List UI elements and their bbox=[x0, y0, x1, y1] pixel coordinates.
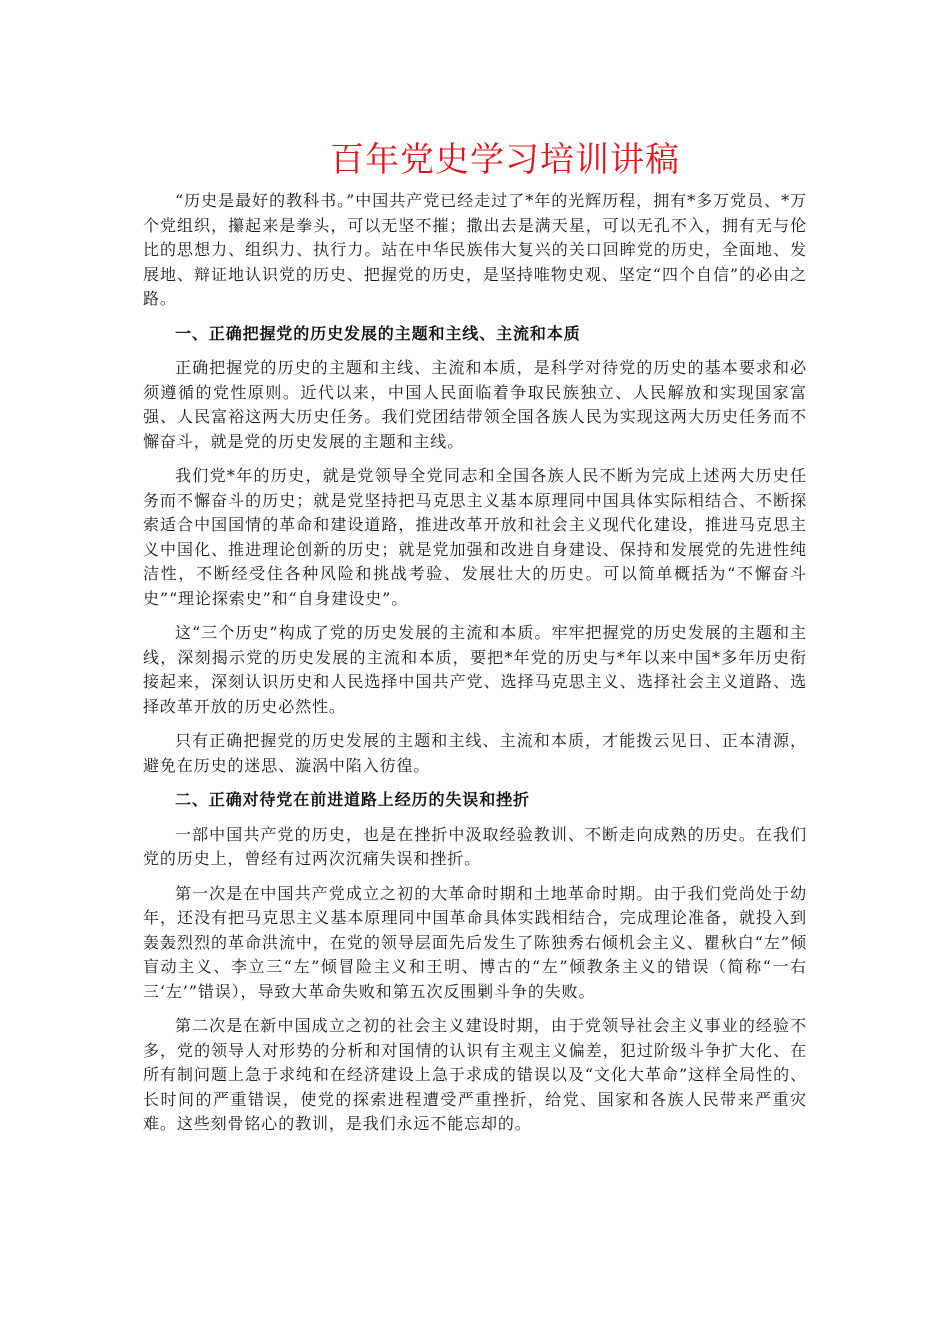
section-heading-2: 二、正确对待党在前进道路上经历的失误和挫折 bbox=[175, 790, 530, 809]
intro-paragraph: “历史是最好的教科书。”中国共产党已经走过了*年的光辉历程，拥有*多万党员、*万个党组织，攥起来是拳头，可以无坚不摧；撒出去是满天星，可以无孔不入，拥有无与伦比的思想力、组织力、执行力。站在中华民族伟大复兴的关口回眸党的历史，全面地、发展地、辩证地认识党的历史、把握党的历史，是坚持唯物史观、坚定“四个自信”的必由之路。 bbox=[143, 191, 807, 308]
body-paragraph: 只有正确把握党的历史发展的主题和主线、主流和本质，才能拨云见日、正本清源，避免在历史的迷思、漩涡中陷入彷徨。 bbox=[143, 731, 807, 775]
body-paragraph: 这“三个历史”构成了党的历史发展的主流和本质。牢牢把握党的历史发展的主题和主线，深刻揭示党的历史发展的主流和本质，要把*年党的历史与*年以来中国*多年历史衔接起来，深刻认识历史和人民选择中国共产党、选择马克思主义、选择社会主义道路、选择改革开放的历史必然性。 bbox=[143, 623, 807, 716]
body-paragraph: 我们党*年的历史，就是党领导全党同志和全国各族人民不断为完成上述两大历史任务而不懈奋斗的历史；就是党坚持把马克思主义基本原理同中国具体实际相结合、不断探索适合中国国情的革命和建设道路，推进改革开放和社会主义现代化建设，推进马克思主义中国化、推进理论创新的历史；就是党加强和改进自身建设、保持和发展党的先进性纯洁性，不断经受住各种风险和挑战考验、发展壮大的历史。可以简单概括为“不懈奋斗史”“理论探索史”和“自身建设史”。 bbox=[143, 466, 807, 608]
body-paragraph: 正确把握党的历史的主题和主线、主流和本质，是科学对待党的历史的基本要求和必须遵循的党性原则。近代以来，中国人民面临着争取民族独立、人民解放和实现国家富强、人民富裕这两大历史任务。我们党团结带领全国各族人民为实现这两大历史任务而不懈奋斗，就是党的历史发展的主题和主线。 bbox=[143, 358, 807, 451]
body-paragraph: 第一次是在中国共产党成立之初的大革命时期和土地革命时期。由于我们党尚处于幼年，还没有把马克思主义基本原理同中国革命具体实践相结合，完成理论准备，就投入到轰轰烈烈的革命洪流中，在党的领导层面先后发生了陈独秀右倾机会主义、瞿秋白“左”倾盲动主义、李立三“左”倾冒险主义和王明、博古的“左”倾教条主义的错误（简称“一右三‘左’”错误），导致大革命失败和第五次反围剿斗争的失败。 bbox=[143, 883, 807, 1001]
document-title: 百年党史学习培训讲稿 bbox=[330, 140, 680, 180]
document-body bbox=[143, 189, 807, 1137]
body-paragraph: 一部中国共产党的历史，也是在挫折中汲取经验教训、不断走向成熟的历史。在我们党的历史上，曾经有过两次沉痛失误和挫折。 bbox=[143, 824, 807, 868]
body-paragraph: 第二次是在新中国成立之初的社会主义建设时期，由于党领导社会主义事业的经验不多，党的领导人对形势的分析和对国情的认识有主观主义偏差，犯过阶级斗争扩大化、在所有制问题上急于求纯和在经济建设上急于求成的错误以及“文化大革命”这样全局性的、长时间的严重错误，使党的探索进程遭受严重挫折，给党、国家和各族人民带来严重灾难。这些刻骨铭心的教训，是我们永远不能忘却的。 bbox=[143, 1016, 807, 1133]
section-heading-1: 一、正确把握党的历史发展的主题和主线、主流和本质 bbox=[175, 323, 581, 343]
